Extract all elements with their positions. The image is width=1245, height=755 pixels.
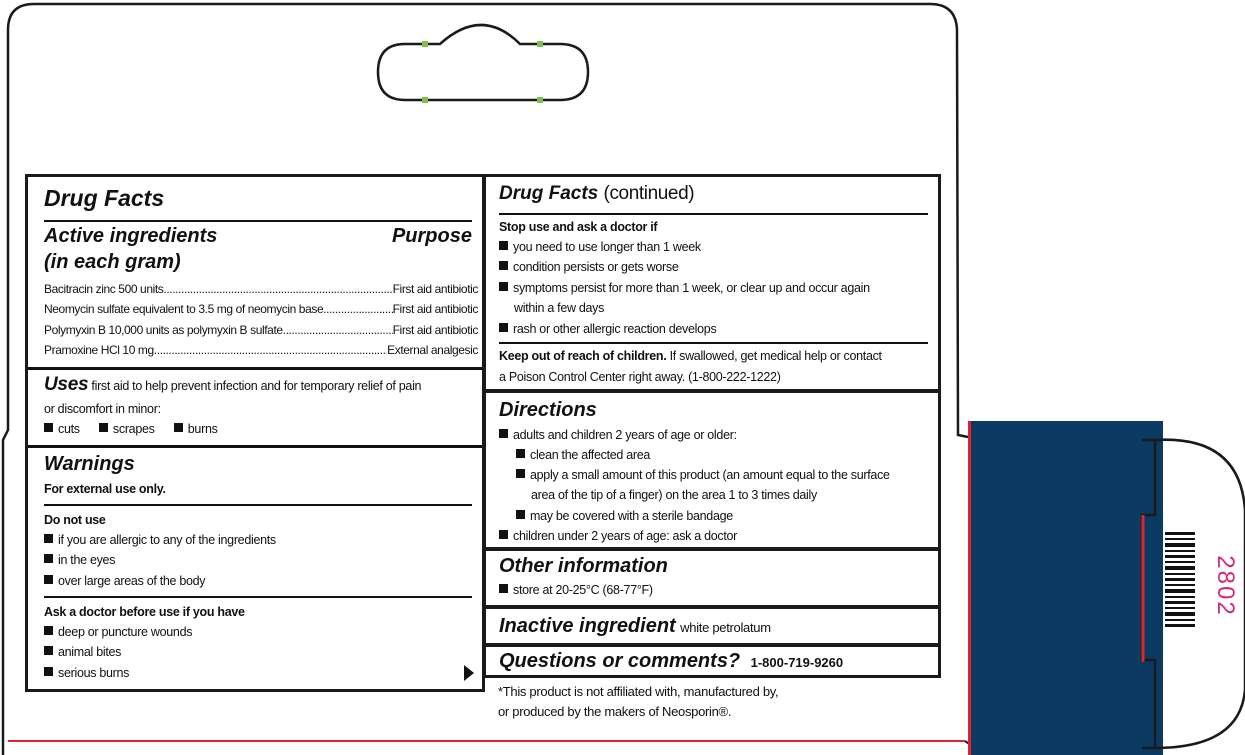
drug-facts-left-panel [25,174,485,692]
keep-out-text: Keep out of reach of children. If swallowed, get medical help or contact [499,349,882,363]
stop-use-item: you need to use longer than 1 week [499,237,701,257]
use-item: burns [187,422,218,436]
ingredient-row: Pramoxine HCl 10 mg ..... External analgesic [44,340,478,360]
drug-facts-continued-title: Drug Facts (continued) [499,183,695,204]
stop-use-item: symptoms persist for more than 1 week, or clear up and occur again [499,278,870,298]
inactive-ingredient-line: Inactive ingredient white petrolatum [499,615,771,637]
do-not-use-item: over large areas of the body [44,571,205,591]
inactive-ingredient-panel [483,606,941,646]
uses-text: or discomfort in minor: [44,402,161,416]
directions-subitem: clean the affected area [516,445,650,465]
use-item: scrapes [112,422,155,436]
active-ingredients-subheading: (in each gram) [44,251,181,273]
directions-subitem: apply a small amount of this product (an amount equal to the surface [516,465,890,485]
ask-doctor-heading: Ask a doctor before use if you have [44,605,245,619]
directions-subitem-cont: area of the tip of a finger) on the area 1 to 3 times daily [531,488,817,502]
drug-facts-right-top-panel [483,174,941,392]
other-information-heading: Other information [499,555,668,577]
ask-doctor-item: deep or puncture wounds [44,622,192,642]
use-item: cuts [58,422,80,436]
stop-use-item-cont: within a few days [514,301,605,315]
barcode-icon [1165,532,1195,628]
ingredient-row: Polymyxin B 10,000 units as polymyxin B sulfate ..... First aid antibiotic [44,320,478,340]
directions-item: children under 2 years of age: ask a doctor [499,526,737,546]
uses-heading: Uses [44,374,89,395]
active-ingredients-heading: Active ingredients [44,225,218,247]
questions-line: Questions or comments? 1-800-719-9260 [499,650,844,672]
ingredient-row: Bacitracin zinc 500 units ..... First aid antibiotic [44,279,478,299]
stop-use-heading: Stop use and ask a doctor if [499,220,658,234]
disclaimer-text: *This product is not affiliated with, manufactured by, [498,684,779,699]
do-not-use-item: if you are allergic to any of the ingredients [44,530,276,550]
ask-doctor-item: animal bites [44,642,121,662]
uses-list [44,419,218,439]
other-information-panel [483,548,941,608]
side-navy-panel [968,421,1163,755]
continue-arrow-icon [464,665,474,681]
external-use-text: For external use only. [44,482,166,496]
do-not-use-item: in the eyes [44,550,115,570]
hang-hole [378,25,588,100]
ingredient-row: Neomycin sulfate equivalent to 3.5 mg of neomycin base ..... First aid antibiotic [44,299,478,319]
disclaimer-text: or produced by the makers of Neosporin®. [498,704,732,719]
poison-control-text: a Poison Control Center right away. (1-800-222-1222) [499,370,781,384]
questions-panel [483,644,941,678]
side-code-text: 2802 [1212,555,1239,617]
storage-item: store at 20-25°C (68-77°F) [499,580,653,600]
purpose-heading: Purpose [391,225,472,247]
directions-heading: Directions [499,399,597,421]
stop-use-item: rash or other allergic reaction develops [499,319,716,339]
directions-subitem: may be covered with a sterile bandage [516,506,733,526]
uses-section: Uses first aid to help prevent infection and for temporary relief of pain [44,374,422,395]
warnings-heading: Warnings [44,453,135,475]
stop-use-item: condition persists or gets worse [499,257,678,277]
drug-facts-title: Drug Facts [44,185,165,211]
directions-item: adults and children 2 years of age or older: [499,425,737,445]
do-not-use-heading: Do not use [44,513,106,527]
directions-panel [483,390,941,550]
ask-doctor-item: serious burns [44,663,129,683]
